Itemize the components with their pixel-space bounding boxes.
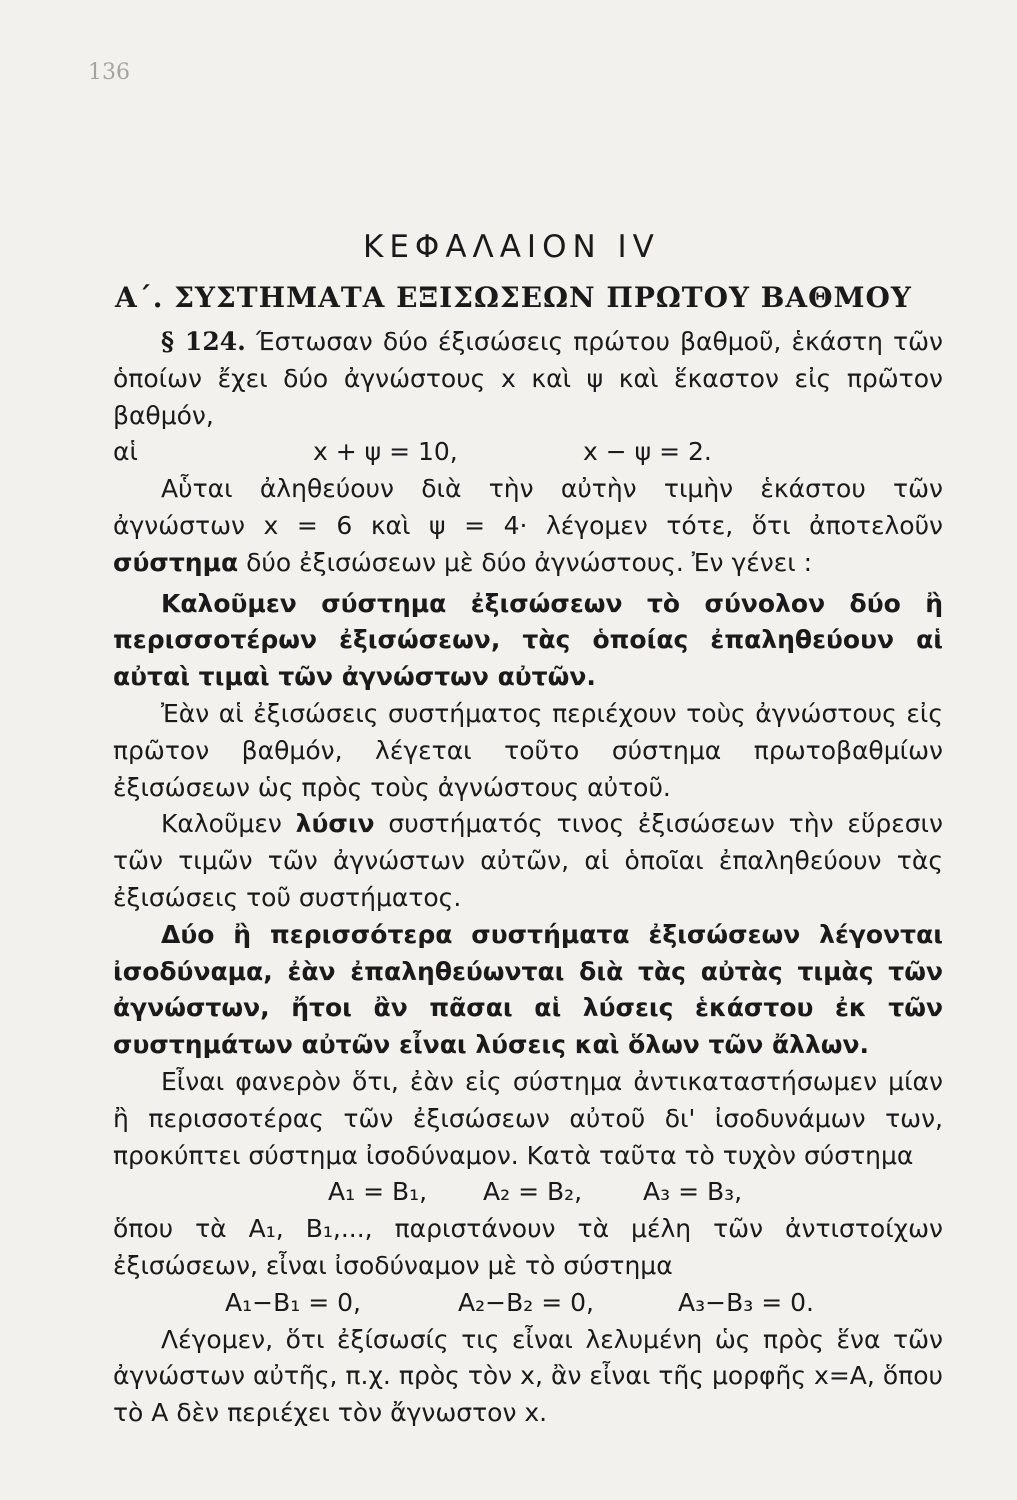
equation-3-b: A₂−B₂ = 0, (458, 1287, 594, 1317)
paragraph-system-text-1: Αὗται ἀληθεύουν διὰ τὴν αὐτὴν τιμὴν ἑκάστου τῶν ἀγνώστων x = 6 καὶ ψ = 4· λέγομεν τότε, ὅτι ἀποτελοῦν (113, 474, 943, 540)
equation-line-2 (113, 1174, 943, 1211)
section-number: § 124. (161, 327, 246, 356)
section-heading: Α΄. ΣΥΣΤΗΜΑΤΑ ΕΞΙΣΩΣΕΩΝ ΠΡΩΤΟΥ ΒΑΘΜΟΥ (115, 281, 912, 314)
page-body (113, 222, 943, 1432)
paragraph-where: ὅπου τὰ A₁, B₁,..., παριστάνουν τὰ μέλη τῶν ἀντιστοίχων ἐξισώσεων, εἶναι ἰσοδύναμον μὲ τὸ σύστημα (113, 1214, 943, 1280)
definition-system: Καλοῦμεν σύστημα ἐξισώσεων τὸ σύνολον δύο ἢ περισσοτέρων ἐξισώσεων, τὰς ὁποίας ἐπαληθεύουν αἱ αὐταὶ τιμαὶ τῶν ἀγνώστων αὐτῶν. (113, 588, 943, 692)
equation-2-b: A₂ = B₂, (483, 1177, 583, 1207)
equation-2-c: A₃ = B₃, (643, 1177, 743, 1207)
paragraph-system-text-2: δύο ἐξισώσεων μὲ δύο ἀγνώστους. Ἐν γένει : (246, 547, 813, 577)
paragraph-system (113, 471, 943, 581)
definition-equivalent: Δύο ἢ περισσότερα συστήματα ἐξισώσεων λέγονται ἰσοδύναμα, ἐὰν ἐπαληθεύωνται διὰ τὰς αὐτὰς τιμὰς τῶν ἀγνώστων, ἤτοι ἂν πᾶσαι αἱ λύσεις ἑκάστου ἐκ τῶν συστημάτων αὐτῶν εἶναι λύσεις καὶ ὅλων τῶν ἄλλων. (113, 919, 943, 1060)
term-solution: λύσιν (295, 809, 375, 839)
paragraph-solution-text-1: Καλοῦμεν (161, 809, 282, 839)
page-number: 136 (88, 60, 130, 85)
paragraph-replacement: Εἶναι φανερὸν ὅτι, ἐὰν εἰς σύστημα ἀντικαταστήσωμεν μίαν ἢ περισσοτέρας τῶν ἐξισώσεων αὐτοῦ δι' ἰσοδυνάμων των, προκύπτει σύστημα ἰσοδύναμον. Κατὰ ταῦτα τὸ τυχὸν σύστημα (113, 1066, 943, 1170)
equation-1-right: x − ψ = 2. (583, 437, 712, 467)
equation-2-a: A₁ = B₁, (328, 1177, 428, 1207)
paragraph-first-degree: Ἐὰν αἱ ἐξισώσεις συστήματος περιέχουν τοὺς ἀγνώστους εἰς πρῶτον βαθμόν, λέγεται τοῦτο σύστημα πρωτοβαθμίων ἐξισώσεων ὡς πρὸς τοὺς ἀγνώστους αὐτοῦ. (113, 698, 943, 802)
equation-line-3 (113, 1285, 943, 1322)
term-system: σύστημα (113, 547, 239, 577)
paragraph-solution (113, 806, 943, 916)
chapter-heading: ΚΕΦΑΛΑΙΟΝ ΙV (363, 229, 660, 265)
equation-3-c: A₃−B₃ = 0. (678, 1287, 814, 1317)
paragraph-solution-text-2: συστήματός τινος ἐξισώσεων τὴν εὕρεσιν τῶν τιμῶν τῶν ἀγνώστων αὐτῶν, αἱ ὁποῖαι ἐπαληθεύουν τὰς ἐξισώσεις τοῦ συστήματος. (113, 809, 943, 912)
equation-1-left: x + ψ = 10, (313, 437, 458, 467)
paragraph-solved-form: Λέγομεν, ὅτι ἐξίσωσίς τις εἶναι λελυμένη ὡς πρὸς ἕνα τῶν ἀγνώστων αὐτῆς, π.χ. πρὸς τὸν x, ἂν εἶναι τῆς μορφῆς x=A, ὅπου τὸ A δὲν περιέχει τὸν ἄγνωστον x. (113, 1324, 943, 1428)
equation-3-a: A₁−B₁ = 0, (225, 1287, 361, 1317)
paragraph-124 (113, 324, 943, 434)
paragraph-124-text: Έστωσαν δύο έξισώσεις πρώτου βαθμοῦ, ἑκάστη τῶν ὁποίων ἔχει δύο ἀγνώστους x καὶ ψ καὶ ἕκαστον εἰς πρῶτον βαθμόν, (113, 327, 943, 430)
equation-line-1 (113, 434, 943, 471)
equation-lead: αἱ (113, 437, 138, 467)
